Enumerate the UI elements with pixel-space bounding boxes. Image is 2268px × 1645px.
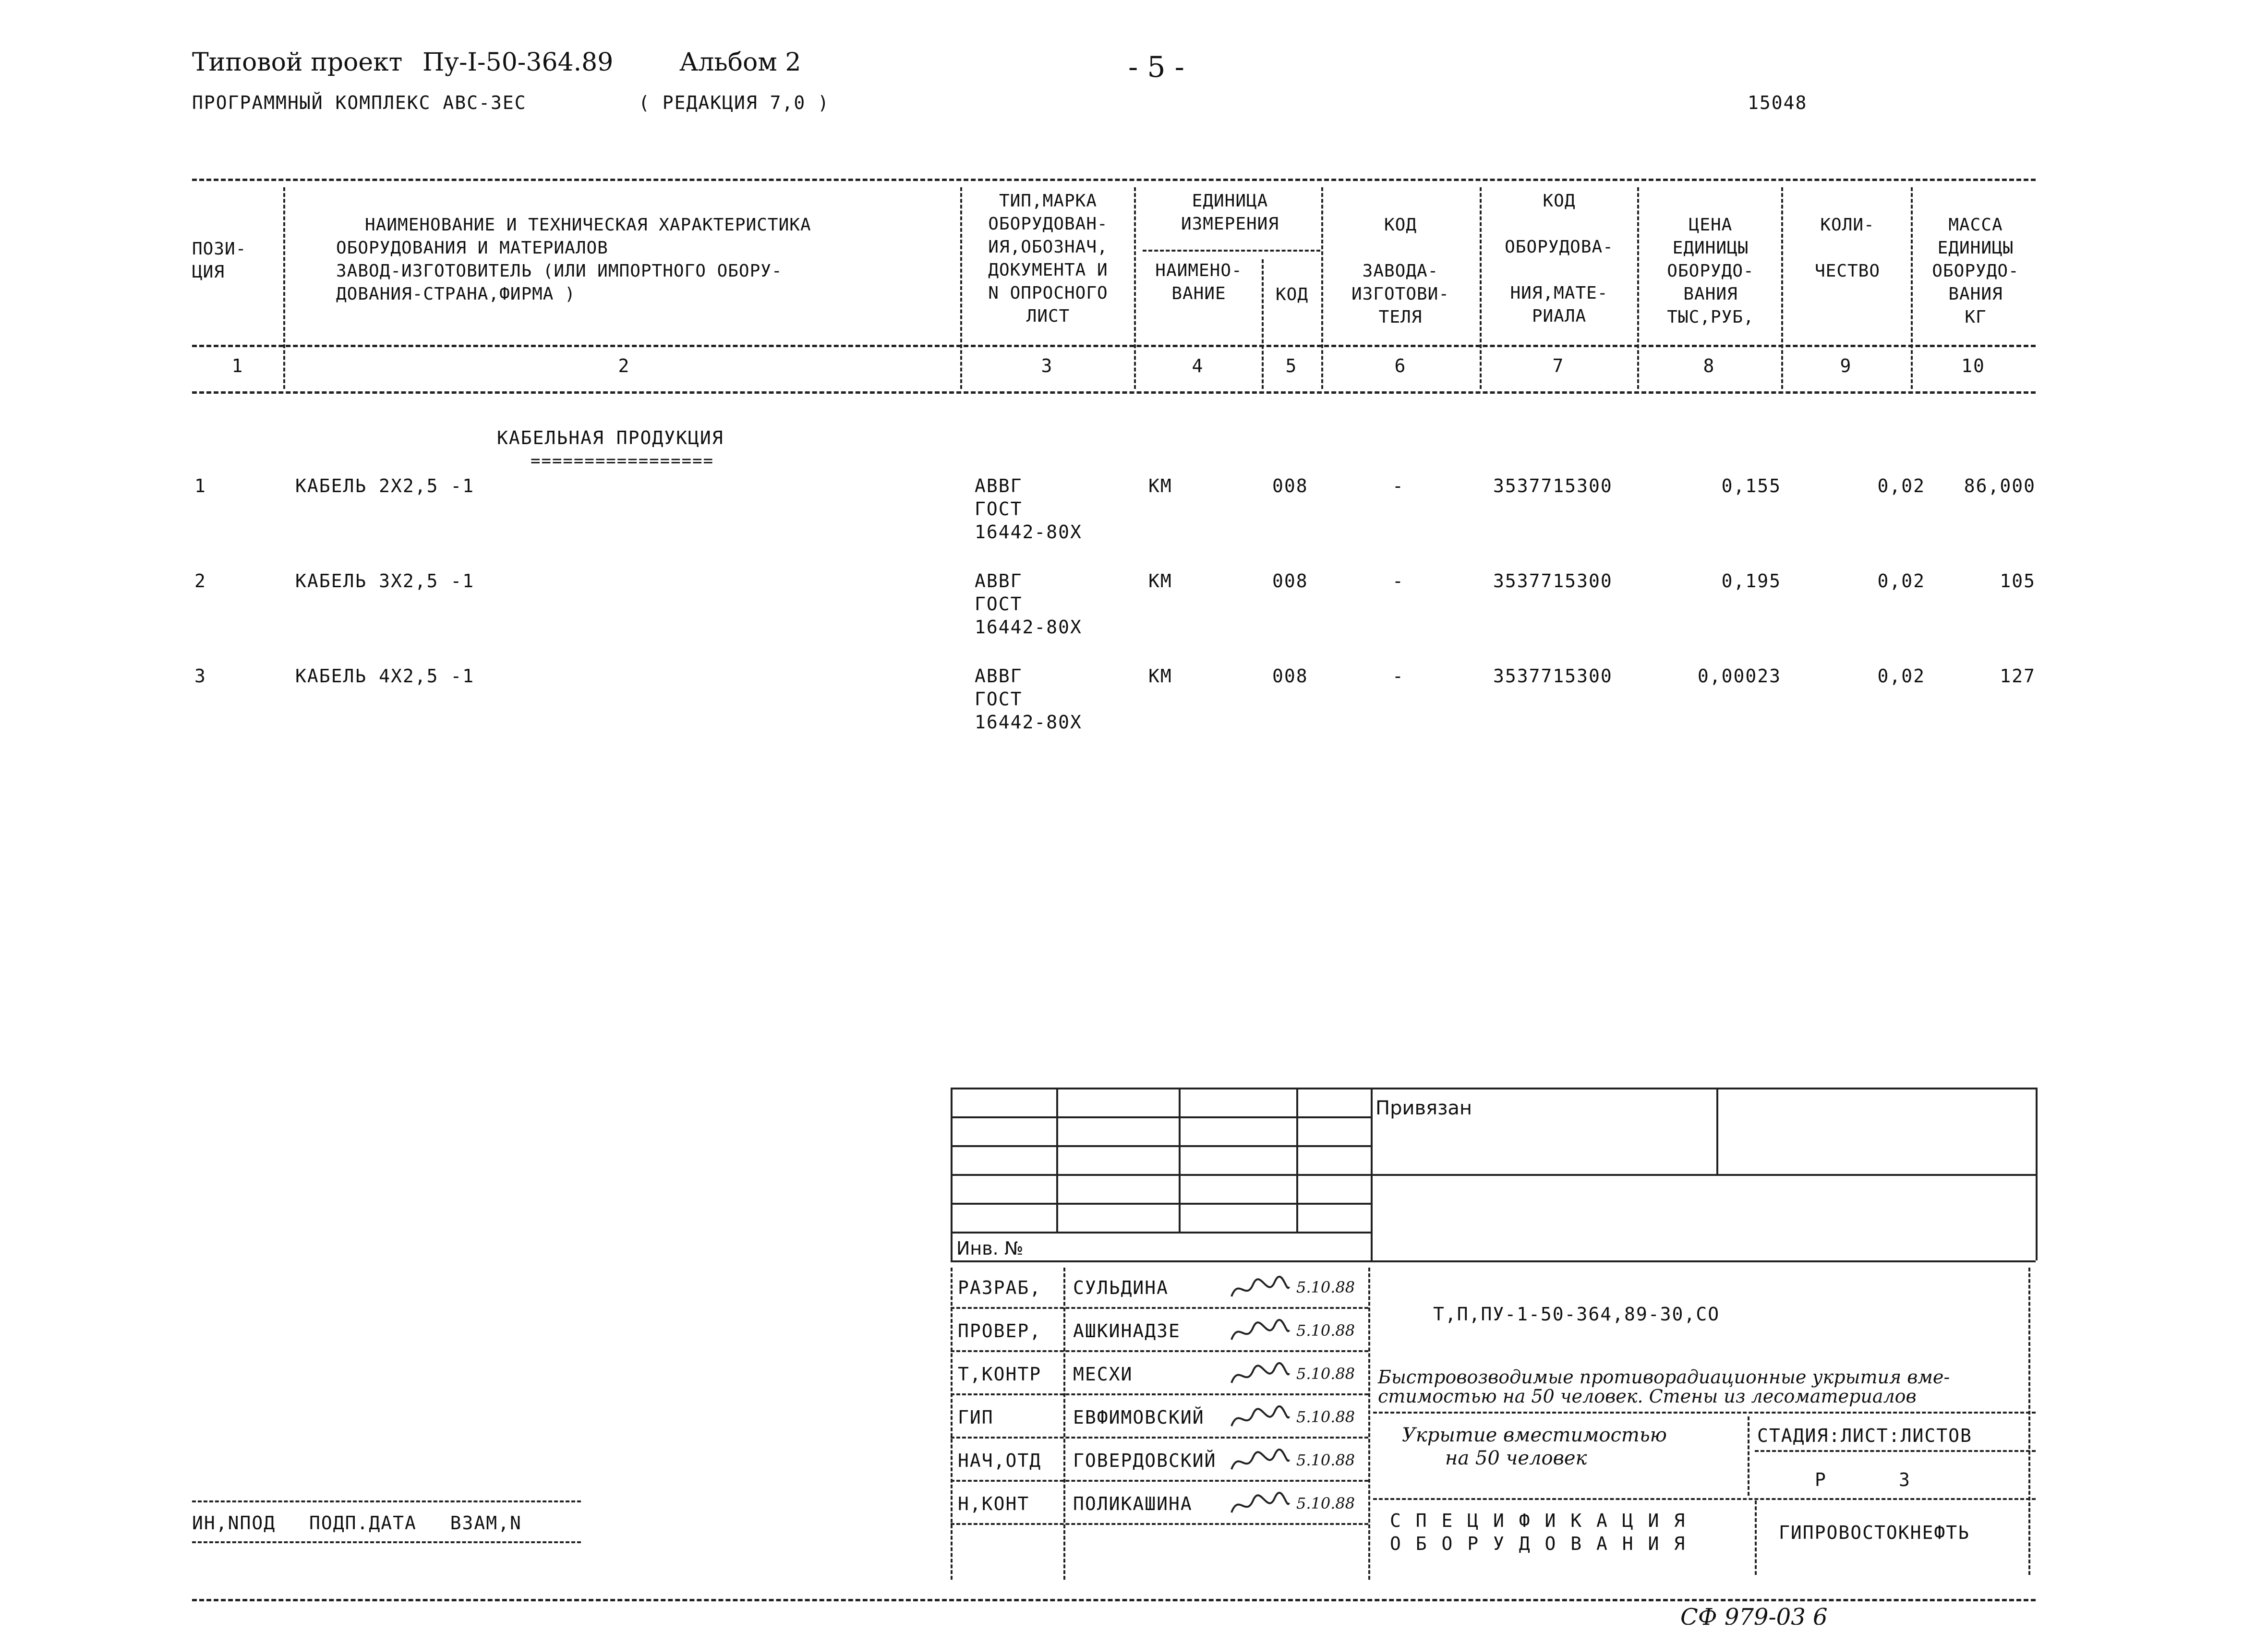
row-unit: КМ [1148,570,1172,592]
album-label: Альбом 2 [679,48,801,77]
col-header-3: ТИП,МАРКА ОБОРУДОВАН- ИЯ,ОБОЗНАЧ, ДОКУМЕНТА И N ОПРОСНОГО ЛИСТ [988,191,1108,326]
doc-type: С П Е Ц И Ф И К А Ц И Я [1390,1510,1687,1531]
rule-header-bottom [192,345,2036,347]
signature-mark [1229,1488,1291,1524]
doc-type-2: О Б О Р У Д О В А Н И Я [1390,1533,1687,1554]
software-label: ПРОГРАММНЫЙ КОМПЛЕКС АВС-3ЕС [192,92,527,113]
col-num-9: 9 [1840,355,1852,376]
row-unit-code: 008 [1272,475,1308,496]
col-header-4: ЕДИНИЦА ИЗМЕРЕНИЯ [1181,191,1279,234]
row-position: 3 [194,665,206,687]
row-type: АВВГ [975,665,1023,687]
row-type: ГОСТ [975,689,1023,710]
col-header-8: ЦЕНА ЕДИНИЦЫ ОБОРУДО- ВАНИЯ ТЫС,РУБ, [1667,215,1754,327]
signer-date: 5.10.88 [1296,1451,1355,1469]
section-title: КАБЕЛЬНАЯ ПРОДУКЦИЯ [497,427,724,448]
col-num-1: 1 [231,355,244,376]
row-factory-code: - [1392,665,1404,687]
col-num-6: 6 [1394,355,1407,376]
signer-role: ГИП [958,1407,994,1428]
row-unit: КМ [1148,665,1172,687]
stage-label: СТАДИЯ [1757,1425,1829,1446]
signer-name: МЕСХИ [1073,1364,1133,1385]
inv-label: ИН,NПОД [192,1512,276,1534]
replace-label: ВЗАМ,N [450,1512,522,1534]
row-quantity: 0,02 [1877,665,1925,687]
row-name: КАБЕЛЬ 3Х2,5 -1 [295,570,475,592]
row-type: ГОСТ [975,593,1023,615]
signer-role: Н,КОНТ [958,1493,1030,1514]
signer-name: СУЛЬДИНА [1073,1277,1169,1298]
linked-label: Привязан [1375,1097,1472,1119]
signature-mark [1229,1445,1291,1481]
signer-role: РАЗРАБ, [958,1277,1042,1298]
project-label: Типовой проект [192,48,403,77]
col-num-8: 8 [1703,355,1715,376]
col-header-2: НАИМЕНОВАНИЕ И ТЕХНИЧЕСКАЯ ХАРАКТЕРИСТИКА ОБОРУДОВАНИЯ И МАТЕРИАЛОВ ЗАВОД-ИЗГОТОВИТЕЛЬ (ИЛИ ИМПОРТНОГО ОБОРУ- ДОВАНИЯ-СТРАНА,ФИРМА ) [336,215,811,304]
signer-date: 5.10.88 [1296,1321,1355,1340]
col-num-3: 3 [1041,355,1053,376]
sheet-value: 3 [1899,1469,1911,1490]
col-header-10: МАССА ЕДИНИЦЫ ОБОРУДО- ВАНИЯ КГ [1932,215,2019,327]
col-header-1: ПОЗИ- ЦИЯ [192,239,247,282]
col-num-2: 2 [618,355,630,376]
col-sep [283,187,285,389]
col-num-10: 10 [1961,355,1985,376]
row-mass: 127 [2000,665,2036,687]
footer-code: СФ 979-03 6 [1680,1604,1828,1625]
row-type: АВВГ [975,475,1023,496]
row-type: АВВГ [975,570,1023,592]
row-price: 0,155 [1721,475,1781,496]
row-factory-code: - [1392,475,1404,496]
stage-value: Р [1815,1469,1827,1490]
col-header-9: КОЛИ- ЧЕСТВО [1814,215,1881,281]
signer-name: ПОЛИКАШИНА [1073,1493,1193,1514]
row-type: 16442-80Х [975,521,1082,543]
signature-mark [1229,1316,1291,1351]
signer-role: НАЧ,ОТД [958,1450,1042,1471]
col-header-5: КОД [1275,285,1309,304]
signer-date: 5.10.88 [1296,1365,1355,1383]
rule-bottom [192,1599,2036,1601]
organization: ГИПРОВОСТОКНЕФТЬ [1779,1522,1970,1543]
row-factory-code: - [1392,570,1404,592]
signer-name: ГОВЕРДОВСКИЙ [1073,1450,1217,1471]
left-stamp-rule [192,1500,581,1502]
inv-number-label: Инв. № [956,1238,1024,1259]
col-header-4-sub: НАИМЕНО- ВАНИЕ [1155,261,1243,303]
signer-date: 5.10.88 [1296,1278,1355,1296]
row-position: 1 [194,475,206,496]
left-stamp-rule2 [192,1541,581,1543]
row-mass: 105 [2000,570,2036,592]
row-unit-code: 008 [1272,665,1308,687]
row-material-code: 3537715300 [1493,475,1613,496]
edition-label: ( РЕДАКЦИЯ 7,0 ) [639,92,830,113]
row-type: 16442-80Х [975,617,1082,638]
col-header-7: КОД ОБОРУДОВА- НИЯ,МАТЕ- РИАЛА [1505,191,1614,326]
signer-name: АШКИНАДЗЕ [1073,1320,1181,1342]
col-num-5: 5 [1285,355,1298,376]
object-name: Укрытие вместимостью на 50 человек [1402,1424,1667,1469]
rule-top [192,179,2036,181]
doc-id: 15048 [1748,92,1808,113]
row-unit: КМ [1148,475,1172,496]
row-name: КАБЕЛЬ 4Х2,5 -1 [295,665,475,687]
signature-mark [1229,1402,1291,1438]
col-num-7: 7 [1552,355,1565,376]
sheet-label: ЛИСТ [1841,1425,1889,1446]
project-code: Пу-I-50-364.89 [422,48,614,77]
row-type: 16442-80Х [975,712,1082,733]
row-mass: 86,000 [1964,475,2036,496]
row-quantity: 0,02 [1877,475,1925,496]
unit-sub-rule [1143,250,1320,252]
col-header-6: КОД ЗАВОДА- ИЗГОТОВИ- ТЕЛЯ [1351,215,1450,327]
row-position: 2 [194,570,206,592]
row-name: КАБЕЛЬ 2Х2,5 -1 [295,475,475,496]
row-unit-code: 008 [1272,570,1308,592]
section-underline: ================= [531,451,714,471]
row-price: 0,195 [1721,570,1781,592]
row-quantity: 0,02 [1877,570,1925,592]
doc-description: Быстровозводимые противорадиационные укрытия вме- стимостью на 50 человек. Стены из лесоматериалов [1378,1367,1950,1407]
sheets-label: ЛИСТОВ [1900,1425,1972,1446]
row-price: 0,00023 [1697,665,1781,687]
rule-colnum-bottom [192,391,2036,394]
row-type: ГОСТ [975,498,1023,520]
row-material-code: 3537715300 [1493,570,1613,592]
col-num-4: 4 [1192,355,1204,376]
signer-date: 5.10.88 [1296,1494,1355,1512]
signer-name: ЕВФИМОВСКИЙ [1073,1407,1205,1428]
signature-mark [1229,1272,1291,1308]
signer-role: Т,КОНТР [958,1364,1042,1385]
left-stamp-labels [192,1512,522,1534]
row-material-code: 3537715300 [1493,665,1613,687]
signer-date: 5.10.88 [1296,1408,1355,1426]
sign-date-label: ПОДП.ДАТА [309,1512,417,1534]
doc-code: Т,П,ПУ-1-50-364,89-30,СО [1433,1304,1720,1325]
signer-role: ПРОВЕР, [958,1320,1042,1342]
page-number: - 5 - [1128,50,1184,84]
stage-headers: СТАДИЯ:ЛИСТ:ЛИСТОВ [1757,1425,1972,1446]
signature-mark [1229,1359,1291,1394]
